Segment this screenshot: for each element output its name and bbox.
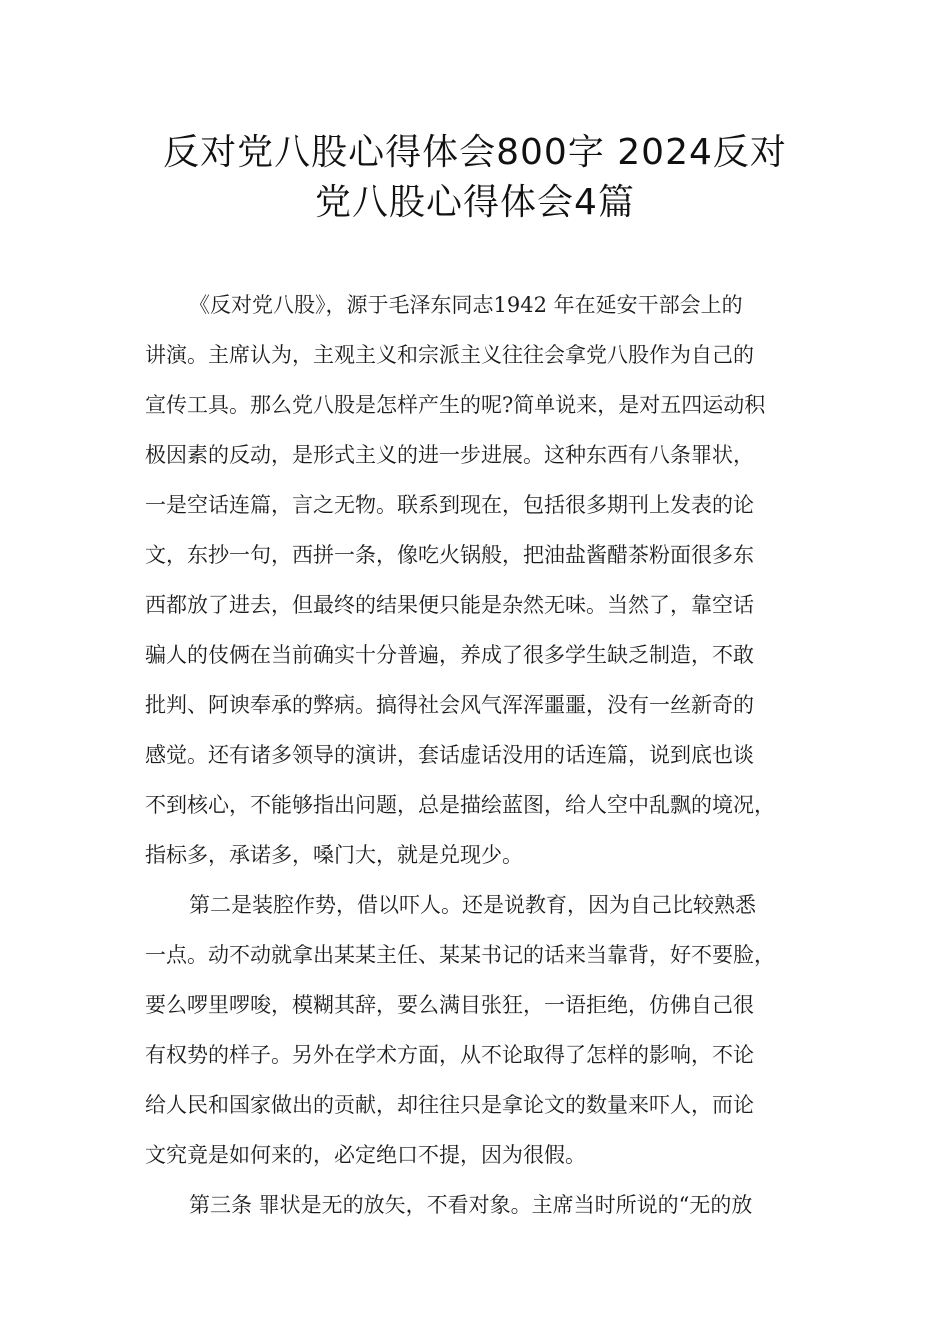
paragraph xyxy=(145,1180,825,1230)
paragraph-line: 文究竟是如何来的，必定绝口不提，因为很假。 xyxy=(145,1143,586,1167)
paragraph-line: 文，东抄一句，西拼一条，像吃火锅般，把油盐酱醋茶粉面很多东 xyxy=(145,543,754,567)
paragraph-line: 一是空话连篇，言之无物。联系到现在，包括很多期刊上发表的论 xyxy=(145,493,754,517)
paragraph-line: 给人民和国家做出的贡献，却往往只是拿论文的数量来吓人，而论 xyxy=(145,1093,754,1117)
paragraph-line: 一点。动不动就拿出某某主任、某某书记的话来当靠背，好不要脸， xyxy=(145,943,775,967)
paragraph-line: 讲演。主席认为，主观主义和宗派主义往往会拿党八股作为自己的 xyxy=(145,343,754,367)
paragraph-line: 有权势的样子。另外在学术方面，从不论取得了怎样的影响，不论 xyxy=(145,1043,754,1067)
paragraph xyxy=(145,280,825,880)
paragraph-line: 《反对党八股》，源于毛泽东同志1942 年在延安干部会上的 xyxy=(189,293,743,317)
paragraph-line: 不到核心，不能够指出问题，总是描绘蓝图，给人空中乱飘的境况， xyxy=(145,793,775,817)
paragraph-line: 西都放了进去，但最终的结果便只能是杂然无味。当然了，靠空话 xyxy=(145,593,754,617)
paragraph-line: 第二是装腔作势，借以吓人。还是说教育，因为自己比较熟悉 xyxy=(189,893,756,917)
document-title xyxy=(100,128,850,228)
paragraph-line: 感觉。还有诸多领导的演讲，套话虚话没用的话连篇，说到底也谈 xyxy=(145,743,754,767)
document-body xyxy=(145,280,825,1230)
paragraph-line: 骗人的伎俩在当前确实十分普遍，养成了很多学生缺乏制造，不敢 xyxy=(145,643,754,667)
paragraph-line: 宣传工具。那么党八股是怎样产生的呢?简单说来，是对五四运动积 xyxy=(145,393,766,417)
paragraph-line: 要么啰里啰唆，模糊其辞，要么满目张狂，一语拒绝，仿佛自己很 xyxy=(145,993,754,1017)
paragraph-line: 指标多，承诺多，嗓门大，就是兑现少。 xyxy=(145,843,523,867)
title-line: 反对党八股心得体会800字 2024反对 xyxy=(163,132,787,173)
paragraph-line: 极因素的反动，是形式主义的进一步进展。这种东西有八条罪状， xyxy=(145,443,754,467)
title-line: 党八股心得体会4篇 xyxy=(315,182,635,223)
paragraph-line: 第三条 罪状是无的放矢，不看对象。主席当时所说的“无的放 xyxy=(189,1193,753,1217)
paragraph xyxy=(145,880,825,1180)
paragraph-line: 批判、阿谀奉承的弊病。搞得社会风气浑浑噩噩，没有一丝新奇的 xyxy=(145,693,754,717)
